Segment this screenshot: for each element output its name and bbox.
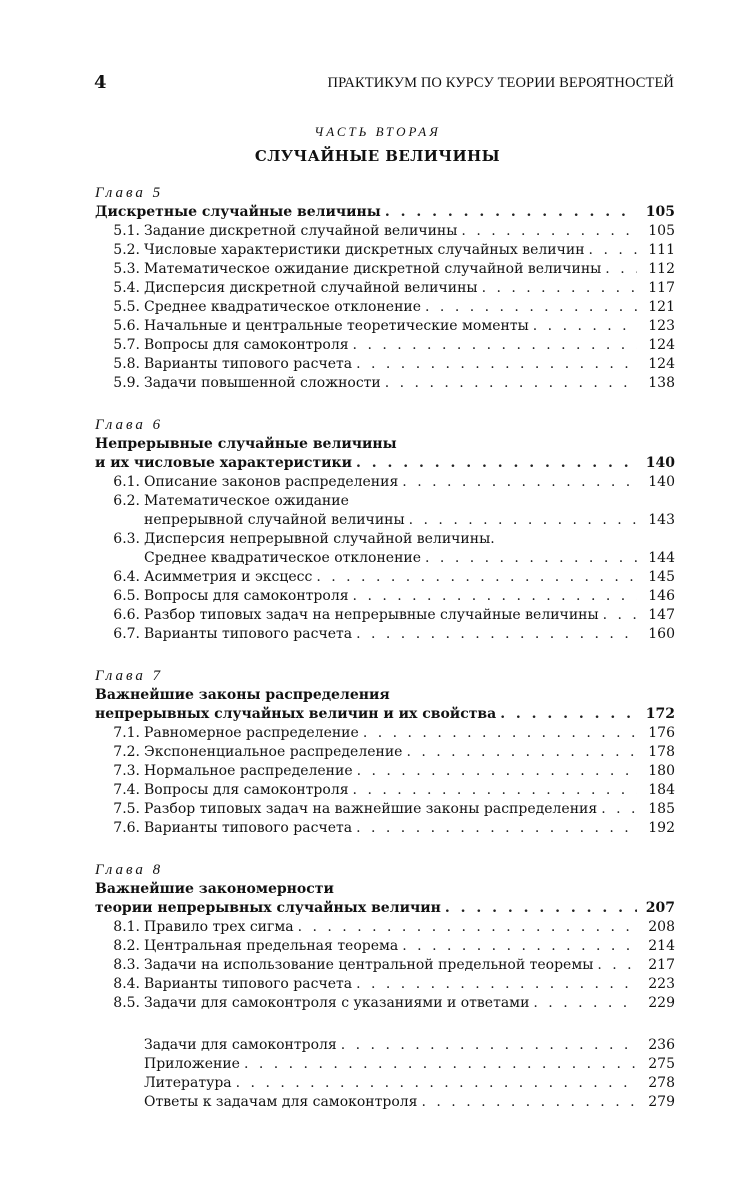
section-number: 5.6. xyxy=(113,318,140,334)
section-number: 7.4. xyxy=(113,782,140,798)
chapter-title-row xyxy=(95,203,675,222)
dot-leader xyxy=(244,1055,637,1074)
dot-leader xyxy=(406,743,637,762)
entry-title: непрерывной случайной величины xyxy=(144,512,405,528)
section-row xyxy=(95,260,675,279)
dot-leader xyxy=(605,260,637,279)
section-number: 7.1. xyxy=(113,725,140,741)
section-row xyxy=(95,975,675,994)
page-header xyxy=(94,72,674,98)
section-row xyxy=(95,473,675,492)
section-row xyxy=(95,317,675,336)
page-ref: 124 xyxy=(648,356,675,372)
dot-leader xyxy=(356,819,637,838)
section-number: 6.3. xyxy=(113,531,140,547)
section-row xyxy=(95,222,675,241)
page-ref: 117 xyxy=(648,280,675,296)
dot-leader xyxy=(298,918,637,937)
section-row xyxy=(95,625,675,644)
page-ref: 105 xyxy=(648,223,675,239)
dot-leader xyxy=(601,800,637,819)
entry-title: Начальные и центральные теоретические моменты xyxy=(144,318,529,334)
dot-leader xyxy=(402,937,637,956)
page-ref: 207 xyxy=(645,900,675,916)
appendix-row xyxy=(95,1093,675,1112)
section-row xyxy=(95,937,675,956)
dot-leader xyxy=(500,705,637,724)
section-number: 5.3. xyxy=(113,261,140,277)
entry-title: Дисперсия непрерывной случайной величины. xyxy=(144,531,495,547)
section-row xyxy=(95,298,675,317)
appendix-row xyxy=(95,1036,675,1055)
section-row xyxy=(95,724,675,743)
page-ref: 176 xyxy=(648,725,675,741)
dot-leader xyxy=(482,279,637,298)
dot-leader xyxy=(422,1093,638,1112)
part-title: СЛУЧАЙНЫЕ ВЕЛИЧИНЫ xyxy=(254,147,501,165)
entry-title: Экспоненциальное распределение xyxy=(144,744,403,760)
page-ref: 214 xyxy=(648,938,675,954)
page-ref: 208 xyxy=(648,919,675,935)
entry-title: Нормальное распределение xyxy=(144,763,353,779)
page-ref: 143 xyxy=(648,512,675,528)
dot-leader xyxy=(597,956,637,975)
page-ref: 178 xyxy=(648,744,675,760)
section-row xyxy=(95,336,675,355)
entry-title: Варианты типового расчета xyxy=(144,976,353,992)
part-label: ЧАСТЬ ВТОРАЯ xyxy=(314,124,441,139)
page-ref: 223 xyxy=(648,976,675,992)
page-ref: 172 xyxy=(645,706,675,722)
section-row xyxy=(95,587,675,606)
section-number: 7.5. xyxy=(113,801,140,817)
section-row xyxy=(95,743,675,762)
entry-title: Асимметрия и эксцесс xyxy=(144,569,313,585)
dot-leader xyxy=(385,203,637,222)
chapter-label: Глава 6 xyxy=(95,417,164,433)
entry-title: Правило трех сигма xyxy=(144,919,294,935)
page-ref: 111 xyxy=(648,242,675,258)
entry-title: и их числовые характеристики xyxy=(95,455,352,471)
chapter-title-line: Важнейшие законы распределения xyxy=(95,687,390,703)
dot-leader xyxy=(357,762,637,781)
section-row-continued xyxy=(95,549,675,568)
section-number: 6.2. xyxy=(113,493,140,509)
section-number: 6.7. xyxy=(113,626,140,642)
page-ref: 144 xyxy=(648,550,675,566)
section-row-continued xyxy=(95,511,675,530)
section-row xyxy=(95,530,675,549)
section-number: 7.2. xyxy=(113,744,140,760)
appendix-row xyxy=(95,1074,675,1093)
dot-leader xyxy=(363,724,637,743)
chapter-title-row xyxy=(95,899,675,918)
section-row xyxy=(95,819,675,838)
chapter-title-line: Важнейшие закономерности xyxy=(95,881,334,897)
section-number: 8.3. xyxy=(113,957,140,973)
entry-title: Ответы к задачам для самоконтроля xyxy=(144,1094,418,1110)
entry-title: Приложение xyxy=(144,1056,240,1072)
entry-title: Варианты типового расчета xyxy=(144,356,353,372)
section-number: 8.5. xyxy=(113,995,140,1011)
section-row xyxy=(95,241,675,260)
entry-title: Варианты типового расчета xyxy=(144,626,353,642)
dot-leader xyxy=(385,374,637,393)
entry-title: теории непрерывных случайных величин xyxy=(95,900,441,916)
entry-title: Варианты типового расчета xyxy=(144,820,353,836)
page-ref: 121 xyxy=(648,299,675,315)
entry-title: Дискретные случайные величины xyxy=(95,204,381,220)
page-ref: 105 xyxy=(645,204,675,220)
section-row xyxy=(95,956,675,975)
page-ref: 147 xyxy=(648,607,675,623)
chapter-title-row xyxy=(95,705,675,724)
page-number: 4 xyxy=(94,72,107,93)
entry-title: Среднее квадратическое отклонение xyxy=(144,550,422,566)
entry-title: Литература xyxy=(144,1075,232,1091)
page-ref: 123 xyxy=(648,318,675,334)
section-row xyxy=(95,762,675,781)
section-row xyxy=(95,800,675,819)
section-row xyxy=(95,492,675,511)
entry-title: Разбор типовых задач на непрерывные случайные величины xyxy=(144,607,599,623)
section-number: 8.1. xyxy=(113,919,140,935)
section-number: 8.4. xyxy=(113,976,140,992)
page-ref: 275 xyxy=(648,1056,675,1072)
dot-leader xyxy=(533,994,637,1013)
section-row xyxy=(95,279,675,298)
section-number: 5.8. xyxy=(113,356,140,372)
page-ref: 138 xyxy=(648,375,675,391)
section-row xyxy=(95,918,675,937)
entry-title: Описание законов распределения xyxy=(144,474,399,490)
section-number: 5.1. xyxy=(113,223,140,239)
entry-title: Задачи повышенной сложности xyxy=(144,375,381,391)
entry-title: Вопросы для самоконтроля xyxy=(144,337,349,353)
dot-leader xyxy=(353,336,637,355)
section-row xyxy=(95,355,675,374)
section-number: 5.2. xyxy=(113,242,140,258)
chapter-label: Глава 8 xyxy=(95,862,164,878)
page-ref: 192 xyxy=(648,820,675,836)
running-title: ПРАКТИКУМ ПО КУРСУ ТЕОРИИ ВЕРОЯТНОСТЕЙ xyxy=(327,75,674,91)
entry-title: Математическое ожидание xyxy=(144,493,349,509)
entry-title: Задачи для самоконтроля с указаниями и ответами xyxy=(144,995,530,1011)
chapter-title-line: Непрерывные случайные величины xyxy=(95,436,397,452)
dot-leader xyxy=(353,781,637,800)
appendix-entries xyxy=(95,1036,675,1112)
page-ref: 236 xyxy=(648,1037,675,1053)
dot-leader xyxy=(425,298,637,317)
chapter-block xyxy=(95,416,675,644)
page-ref: 146 xyxy=(648,588,675,604)
section-row xyxy=(95,374,675,393)
dot-leader xyxy=(356,454,637,473)
section-row xyxy=(95,781,675,800)
appendix-row xyxy=(95,1055,675,1074)
section-number: 5.5. xyxy=(113,299,140,315)
section-number: 6.4. xyxy=(113,569,140,585)
page-ref: 180 xyxy=(648,763,675,779)
section-row xyxy=(95,568,675,587)
entry-title: Задачи на использование центральной предельной теоремы xyxy=(144,957,594,973)
page-ref: 185 xyxy=(648,801,675,817)
entry-title: Дисперсия дискретной случайной величины xyxy=(144,280,478,296)
entry-title: Разбор типовых задач на важнейшие законы распределения xyxy=(144,801,598,817)
section-number: 6.1. xyxy=(113,474,140,490)
dot-leader xyxy=(356,355,637,374)
section-number: 8.2. xyxy=(113,938,140,954)
entry-title: Равномерное распределение xyxy=(144,725,359,741)
page-ref: 160 xyxy=(648,626,675,642)
dot-leader xyxy=(356,975,637,994)
page-ref: 140 xyxy=(648,474,675,490)
entry-title: Центральная предельная теорема xyxy=(144,938,399,954)
dot-leader xyxy=(402,473,637,492)
page-ref: 278 xyxy=(648,1075,675,1091)
table-of-contents xyxy=(95,184,675,1112)
dot-leader xyxy=(445,899,637,918)
dot-leader xyxy=(533,317,637,336)
section-number: 7.3. xyxy=(113,763,140,779)
chapter-label: Глава 5 xyxy=(95,185,164,201)
dot-leader xyxy=(603,606,637,625)
chapter-title-row xyxy=(95,454,675,473)
dot-leader xyxy=(353,587,637,606)
entry-title: Задание дискретной случайной величины xyxy=(144,223,458,239)
dot-leader xyxy=(589,241,637,260)
page-ref: 279 xyxy=(648,1094,675,1110)
section-number: 7.6. xyxy=(113,820,140,836)
dot-leader xyxy=(316,568,637,587)
section-number: 6.5. xyxy=(113,588,140,604)
entry-title: Среднее квадратическое отклонение xyxy=(144,299,422,315)
chapter-block xyxy=(95,667,675,838)
entry-title: Задачи для самоконтроля xyxy=(144,1037,337,1053)
page-ref: 124 xyxy=(648,337,675,353)
page-ref: 229 xyxy=(648,995,675,1011)
page-ref: 217 xyxy=(648,957,675,973)
dot-leader xyxy=(236,1074,637,1093)
chapter-label: Глава 7 xyxy=(95,668,164,684)
page-ref: 145 xyxy=(648,569,675,585)
dot-leader xyxy=(356,625,637,644)
page-ref: 184 xyxy=(648,782,675,798)
section-number: 5.7. xyxy=(113,337,140,353)
dot-leader xyxy=(425,549,637,568)
page-ref: 112 xyxy=(648,261,675,277)
section-row xyxy=(95,994,675,1013)
entry-title: непрерывных случайных величин и их свойства xyxy=(95,706,497,722)
section-number: 6.6. xyxy=(113,607,140,623)
section-row xyxy=(95,606,675,625)
entry-title: Числовые характеристики дискретных случайных величин xyxy=(144,242,585,258)
entry-title: Вопросы для самоконтроля xyxy=(144,782,349,798)
dot-leader xyxy=(341,1036,637,1055)
chapter-block xyxy=(95,861,675,1013)
dot-leader xyxy=(409,511,637,530)
dot-leader xyxy=(461,222,637,241)
entry-title: Вопросы для самоконтроля xyxy=(144,588,349,604)
entry-title: Математическое ожидание дискретной случайной величины xyxy=(144,261,602,277)
section-number: 5.4. xyxy=(113,280,140,296)
section-number: 5.9. xyxy=(113,375,140,391)
page-ref: 140 xyxy=(645,455,675,471)
chapter-block xyxy=(95,184,675,393)
